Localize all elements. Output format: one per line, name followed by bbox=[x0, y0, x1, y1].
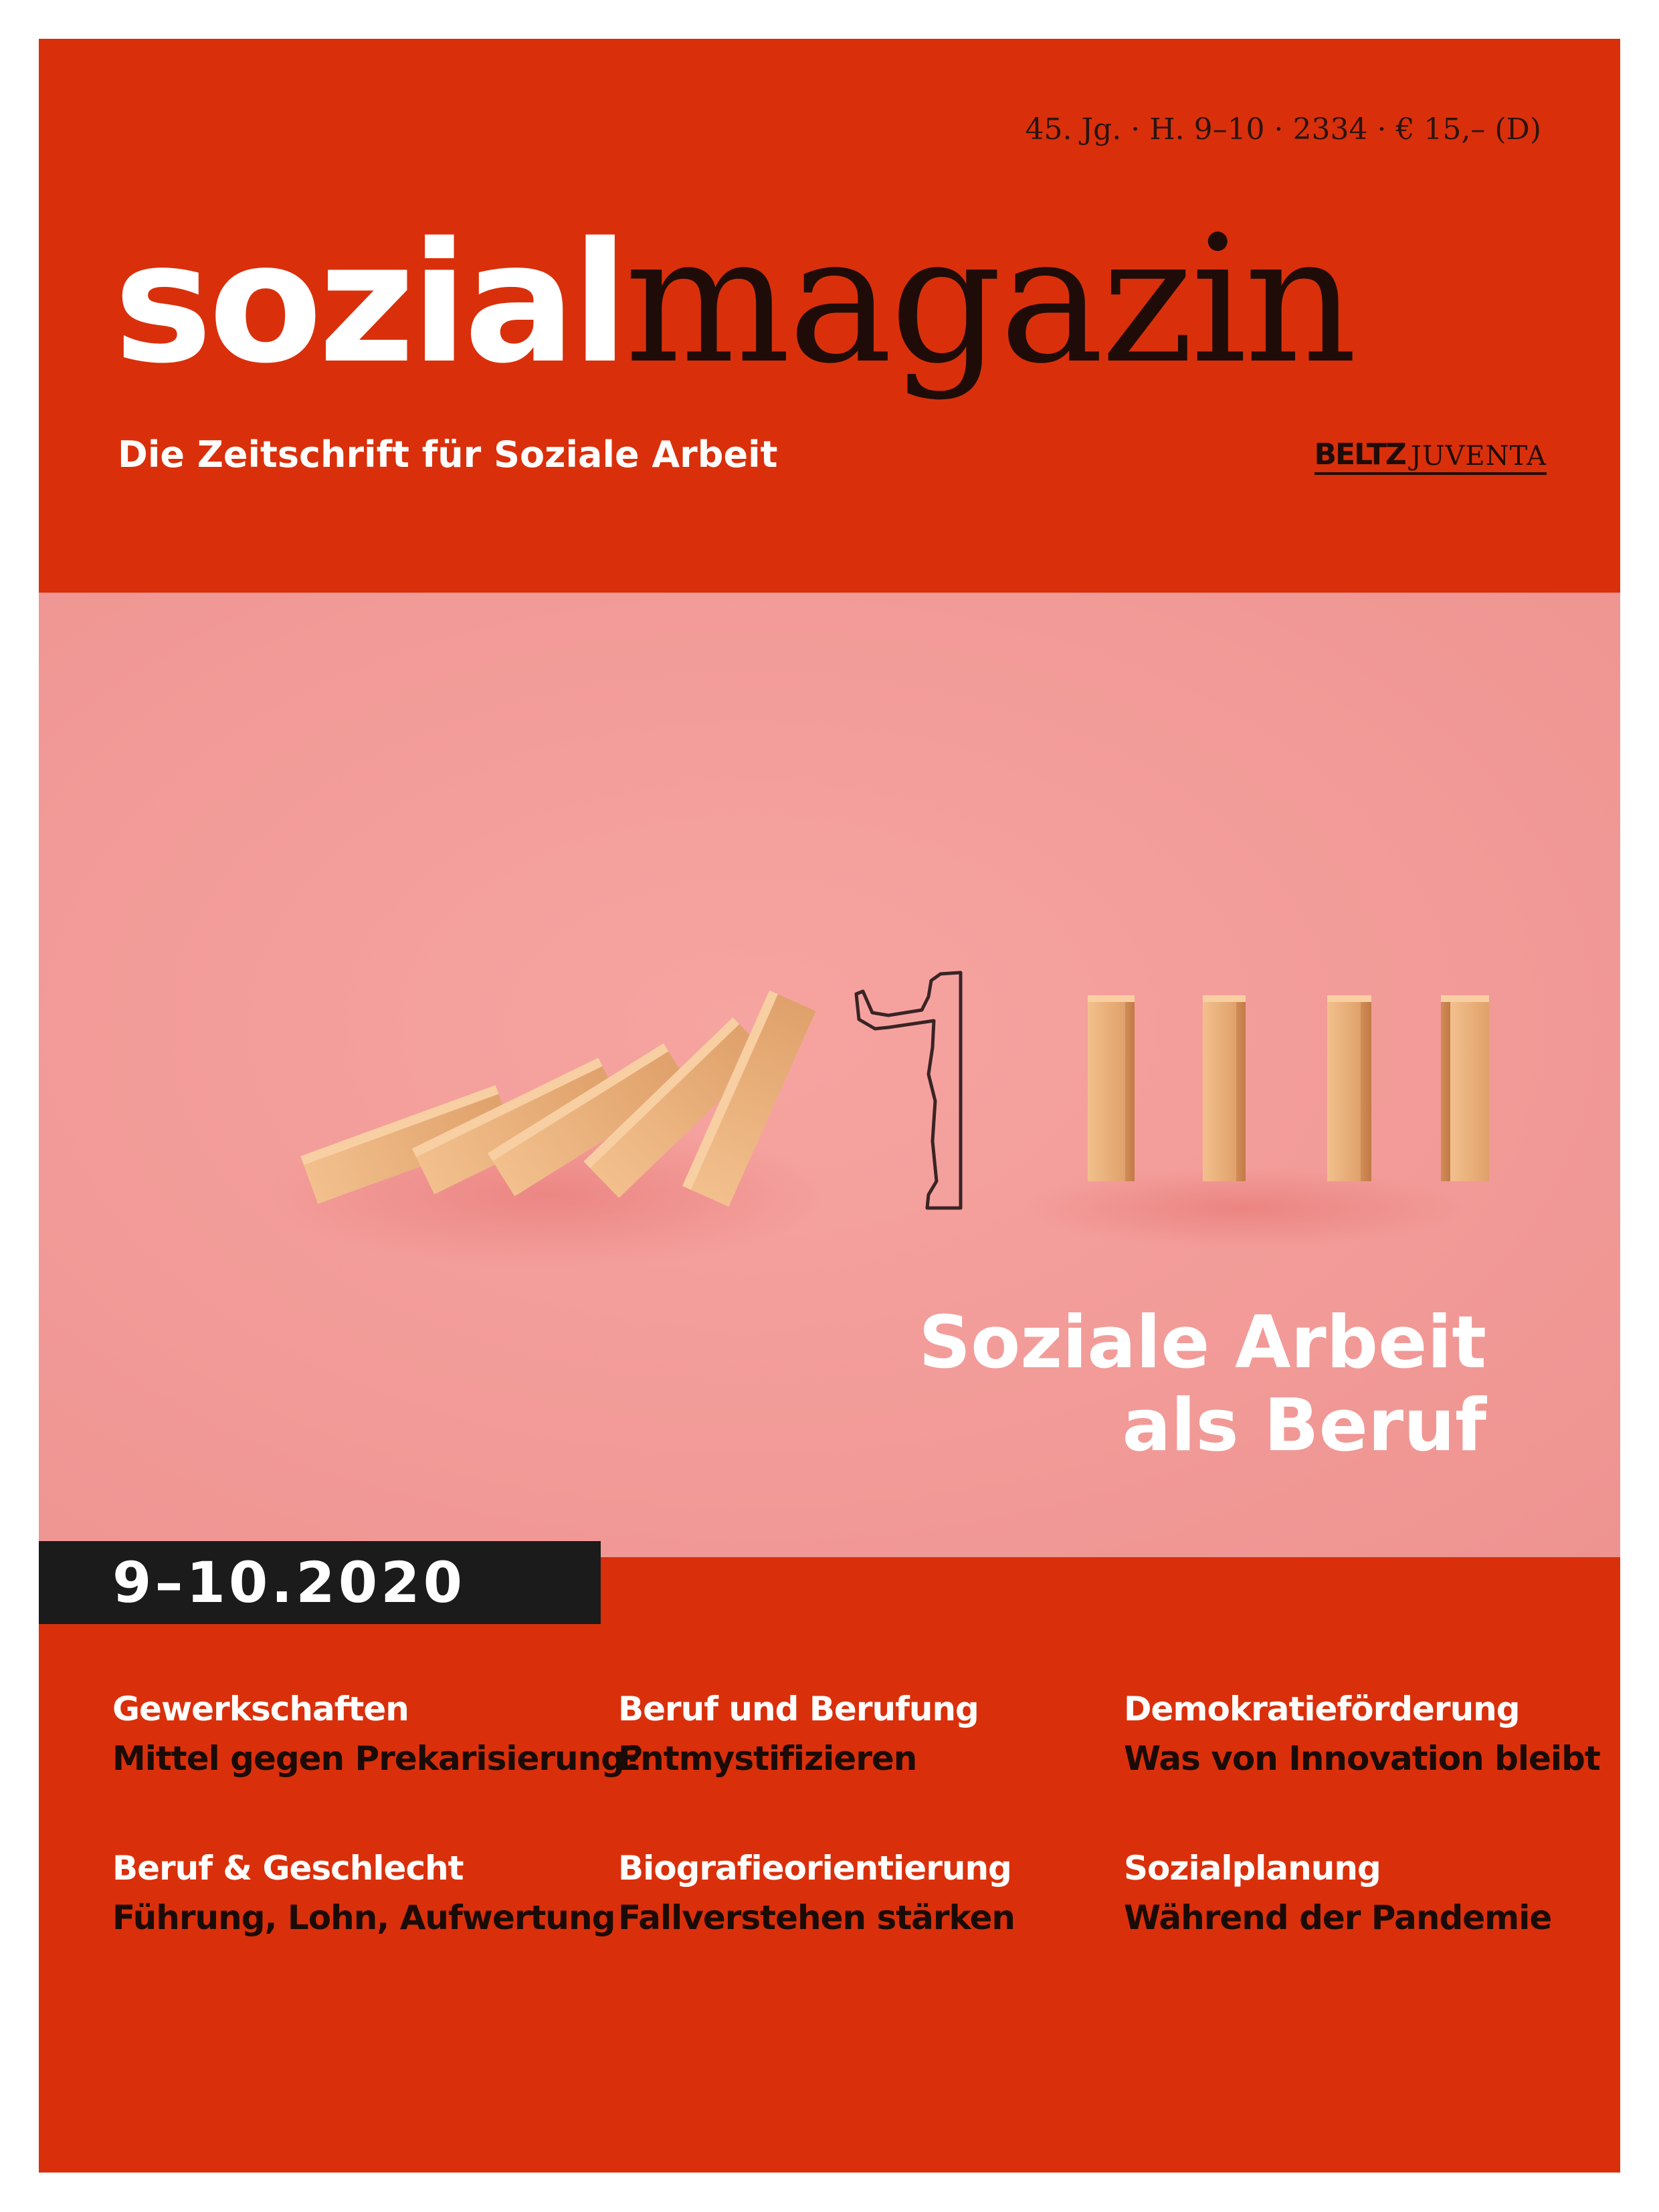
topic-subheading: Führung, Lohn, Aufwertung bbox=[112, 1898, 615, 1937]
magazine-subtitle: Die Zeitschrift für Soziale Arbeit bbox=[118, 433, 778, 476]
standing-domino-1 bbox=[1088, 995, 1135, 1181]
topic-item bbox=[112, 1684, 644, 1783]
standing-domino-4 bbox=[1441, 995, 1489, 1181]
cover-theme-line1: Soziale Arbeit bbox=[918, 1301, 1486, 1385]
topic-heading: Demokratieförderung bbox=[1124, 1690, 1520, 1728]
cover-photo-dominoes bbox=[39, 593, 1620, 1557]
standing-domino-2 bbox=[1203, 995, 1246, 1181]
topic-heading: Beruf & Geschlecht bbox=[112, 1849, 464, 1888]
title-magazin: magazin bbox=[624, 198, 1355, 402]
topic-heading: Gewerkschaften bbox=[112, 1690, 409, 1728]
topic-item bbox=[1124, 1684, 1619, 1783]
topic-subheading: Während der Pandemie bbox=[1124, 1898, 1552, 1937]
topic-heading: Biografieorientierung bbox=[618, 1849, 1011, 1888]
cover-theme-line2: als Beruf bbox=[1122, 1384, 1486, 1468]
topic-subheading: Was von Innovation bleibt bbox=[1124, 1739, 1600, 1778]
publisher-juventa: JUVENTA bbox=[1410, 441, 1547, 472]
topics-grid bbox=[112, 1684, 1600, 2019]
topic-item bbox=[618, 1843, 1113, 1942]
magazine-cover bbox=[39, 39, 1620, 2173]
topic-item bbox=[618, 1684, 1113, 1783]
standing-domino-3 bbox=[1327, 995, 1371, 1181]
topic-item bbox=[1124, 1843, 1619, 1942]
magazine-title bbox=[114, 198, 1355, 402]
issue-info-line: 45. Jg. · H. 9–10 · 2334 · € 15,– (D) bbox=[1025, 112, 1541, 146]
cover-theme-title bbox=[918, 1302, 1486, 1468]
issue-date-badge: 9–10.2020 bbox=[39, 1541, 601, 1624]
topic-heading: Sozialplanung bbox=[1124, 1849, 1381, 1888]
publisher-beltz: BELTZ bbox=[1314, 437, 1405, 472]
person-outline-icon bbox=[856, 973, 961, 1208]
topic-heading: Beruf und Berufung bbox=[618, 1690, 979, 1728]
title-sozial: sozial bbox=[114, 207, 625, 400]
topic-subheading: Fallverstehen stärken bbox=[618, 1898, 1015, 1937]
topic-subheading: Mittel gegen Prekarisierung? bbox=[112, 1739, 644, 1778]
publisher-logo bbox=[1314, 435, 1547, 475]
topic-subheading: Entmystifizieren bbox=[618, 1739, 917, 1778]
topic-item bbox=[112, 1843, 615, 1942]
